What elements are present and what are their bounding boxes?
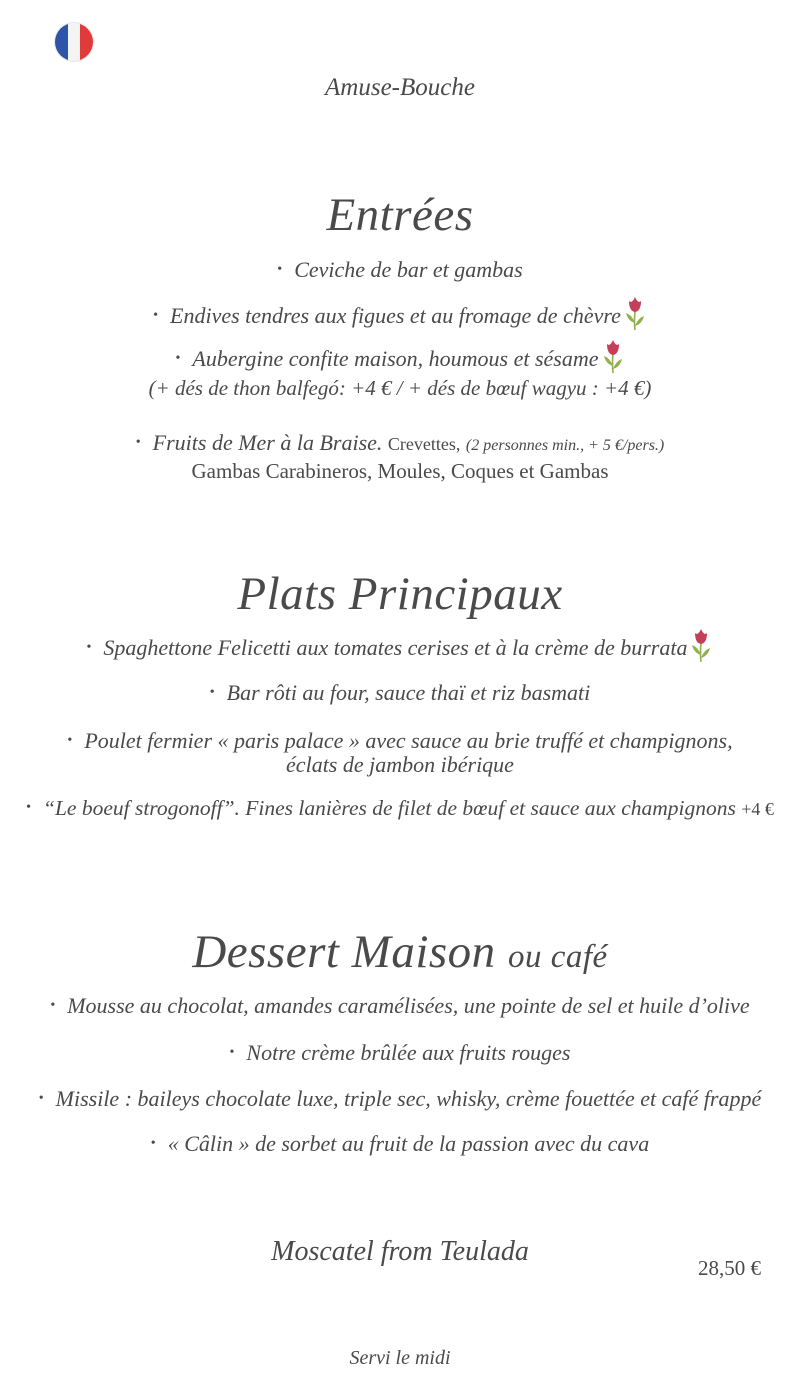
france-flag-icon[interactable] [55, 23, 93, 61]
item-text: Ceviche de bar et gambas [294, 257, 523, 282]
bullet-dot: • [153, 307, 159, 323]
aubergine-supplement-note: (+ dés de thon balfegó: +4 € / + dés de bœuf wagyu : +4 €) [148, 376, 652, 400]
bullet-dot: • [38, 1090, 44, 1106]
bullet-dot: • [86, 639, 92, 655]
desserts-title-suffix: ou café [507, 939, 608, 975]
item-text: Poulet fermier « paris palace » avec sauce au brie truffé et champignons, [84, 728, 733, 753]
list-item [0, 625, 800, 663]
desserts-title-main: Dessert Maison [192, 926, 496, 978]
item-text: Spaghettone Felicetti aux tomates cerises et à la crème de burrata [103, 635, 688, 660]
list-item [0, 430, 800, 456]
item-text: Aubergine confite maison, houmous et sésame [192, 346, 599, 371]
desserts-title [0, 925, 800, 979]
item-text: “Le boeuf strogonoff”. Fines lanières de filet de bœuf et sauce aux champignons [42, 796, 736, 820]
list-item [0, 680, 800, 706]
item-text: Missile : baileys chocolate luxe, triple sec, whisky, crème fouettée et café frappé [55, 1086, 762, 1111]
moscatel-label: Moscatel from Teulada [271, 1236, 529, 1267]
poulet-line2: éclats de jambon ibérique [286, 752, 514, 777]
bullet-dot: • [150, 1135, 156, 1151]
bullet-dot: • [175, 350, 181, 366]
amuse-bouche-heading: Amuse-Bouche [325, 74, 475, 101]
tulip-icon [623, 293, 647, 331]
list-item [0, 336, 800, 374]
bullet-dot: • [209, 684, 215, 700]
bullet-dot: • [26, 800, 31, 816]
item-text: « Câlin » de sorbet au fruit de la passion avec du cava [167, 1131, 650, 1156]
list-item [0, 1086, 800, 1112]
bullet-dot: • [277, 261, 283, 277]
menu-price: 28,50 € [698, 1256, 761, 1280]
list-item [0, 728, 800, 754]
fruits-line2: Gambas Carabineros, Moules, Coques et Gambas [191, 459, 609, 483]
item-text: Bar rôti au four, sauce thaï et riz basmati [226, 680, 591, 705]
entrees-title: Entrées [326, 189, 474, 241]
fruits-extra: Crevettes, [387, 434, 461, 454]
list-item [0, 796, 800, 821]
strogonoff-supplement: +4 € [741, 799, 774, 819]
served-note: Servi le midi [349, 1347, 451, 1369]
list-item [0, 993, 800, 1019]
plats-title: Plats Principaux [237, 568, 563, 620]
bullet-dot: • [135, 434, 141, 450]
bullet-dot: • [50, 997, 56, 1013]
tulip-icon [689, 625, 713, 663]
list-item [0, 1040, 800, 1066]
list-item [0, 293, 800, 331]
item-text: Fruits de Mer à la Braise. [152, 430, 383, 455]
fruits-note: (2 personnes min., + 5 €/pers.) [465, 437, 665, 454]
item-text: Endives tendres aux figues et au fromage de chèvre [170, 303, 621, 328]
bullet-dot: • [67, 732, 73, 748]
item-text: Mousse au chocolat, amandes caramélisées, une pointe de sel et huile d’olive [67, 993, 750, 1018]
item-text: Notre crème brûlée aux fruits rouges [246, 1040, 571, 1065]
bullet-dot: • [229, 1044, 235, 1060]
list-item [0, 257, 800, 283]
tulip-icon [601, 336, 625, 374]
list-item [0, 1131, 800, 1157]
